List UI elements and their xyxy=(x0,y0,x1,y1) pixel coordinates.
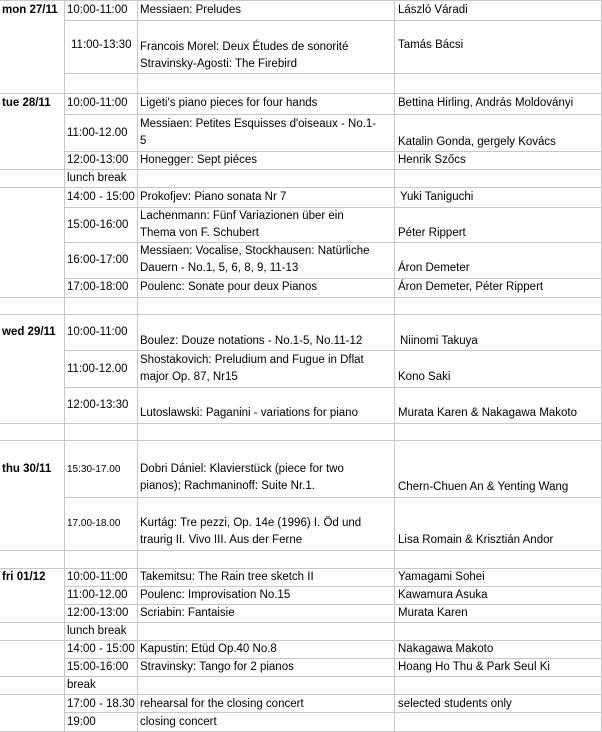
day-label: wed 29/11 xyxy=(2,326,56,338)
grid-line xyxy=(0,694,602,695)
time-cell: 14:00 - 15:00 xyxy=(67,643,135,655)
piece-cell: Thema von F. Schubert xyxy=(140,227,259,239)
break-label: break xyxy=(67,679,96,691)
piece-cell: Francois Morel: Deux Études de sonorité xyxy=(140,41,349,53)
piece-cell: Scriabin: Fantaisie xyxy=(140,607,235,619)
grid-line xyxy=(64,151,602,152)
grid-line xyxy=(64,278,602,279)
performer-cell: Bettina Hirling, András Moldoványi xyxy=(398,97,574,109)
piece-cell: Takemitsu: The Rain tree sketch II xyxy=(140,571,314,583)
grid-line xyxy=(64,73,602,74)
time-cell: 17:00-18:00 xyxy=(67,281,129,293)
performer-cell: Hoang Ho Thu & Park Seul Ki xyxy=(398,661,550,673)
grid-line xyxy=(0,0,602,1)
time-cell: 11:00-13:30 xyxy=(71,39,132,51)
performer-cell: Lisa Romain & Krisztián Andor xyxy=(398,534,554,546)
time-cell: 17.00-18.00 xyxy=(67,518,121,529)
piece-cell: Shostakovich: Preludium and Fugue in Dflat xyxy=(140,354,364,366)
grid-line xyxy=(0,169,602,170)
piece-cell: Stravinsky-Agosti: The Firebird xyxy=(140,58,298,70)
time-cell: 10:00-11:00 xyxy=(67,97,128,109)
piece-cell: Lachenmann: Fünf Variazionen über ein xyxy=(140,210,344,222)
time-cell: 10:00-11:00 xyxy=(67,571,128,583)
time-cell: 19:00 xyxy=(67,716,96,728)
time-cell: 10:00-11:00 xyxy=(67,4,128,16)
performer-cell: Niinomi Takuya xyxy=(400,335,478,347)
time-cell: 10:00-11:00 xyxy=(67,326,128,338)
performer-cell: László Váradi xyxy=(398,4,468,16)
grid-line xyxy=(0,187,602,188)
time-cell: 11:00-12.00 xyxy=(67,127,128,139)
grid-line xyxy=(64,242,602,243)
day-label: thu 30/11 xyxy=(2,463,52,475)
grid-line xyxy=(0,622,602,623)
piece-cell: major Op. 87, Nr15 xyxy=(140,371,238,383)
performer-cell: Yamagami Sohei xyxy=(398,571,485,583)
piece-cell: Poulenc: Improvisation No.15 xyxy=(140,589,291,601)
grid-line xyxy=(0,297,602,298)
piece-cell: pianos); Rachmaninoff: Suite Nr.1. xyxy=(140,480,315,492)
time-cell: 12:00-13:30 xyxy=(67,399,129,411)
piece-cell: Lutoslawski: Paganini - variations for piano xyxy=(140,407,358,419)
grid-line xyxy=(64,114,602,115)
piece-cell: Dobri Dániel: Klavierstück (piece for two xyxy=(140,463,344,475)
grid-line xyxy=(64,350,602,351)
day-label: mon 27/11 xyxy=(2,4,58,16)
performer-cell: Nakagawa Makoto xyxy=(398,643,494,655)
grid-line xyxy=(64,586,602,587)
time-cell: 11:00-12.00 xyxy=(67,589,128,601)
piece-cell: traurig II. Vivo III. Aus der Ferne xyxy=(140,534,303,546)
grid-line xyxy=(64,20,602,21)
performer-cell: Kawamura Asuka xyxy=(398,589,488,601)
piece-cell: Prokofjev: Piano sonata Nr 7 xyxy=(140,191,287,203)
performer-cell: Áron Demeter, Péter Rippert xyxy=(398,281,544,293)
piece-cell: closing concert xyxy=(140,716,217,728)
performer-cell: Yuki Taniguchi xyxy=(400,191,474,203)
performer-cell: Chern-Chuen An & Yenting Wang xyxy=(398,481,569,493)
performer-cell: Murata Karen & Nakagawa Makoto xyxy=(398,407,577,419)
performer-cell: Áron Demeter xyxy=(398,262,470,274)
grid-line xyxy=(0,440,602,441)
piece-cell: Stravinsky: Tango for 2 pianos xyxy=(140,661,294,673)
performer-cell: Murata Karen xyxy=(398,607,468,619)
day-label: fri 01/12 xyxy=(2,571,46,583)
grid-line xyxy=(64,604,602,605)
time-cell: 12:00-13:00 xyxy=(67,154,129,166)
piece-cell: Kurtág: Tre pezzi, Op. 14e (1996) I. Öd und xyxy=(140,517,362,529)
grid-line xyxy=(64,497,602,498)
performer-cell: Péter Rippert xyxy=(398,227,466,239)
piece-cell: Messiaen: Vocalise, Stockhausen: Natürliche xyxy=(140,245,370,257)
performer-cell: Tamás Bácsi xyxy=(398,39,464,51)
time-cell: 16:00-17:00 xyxy=(67,254,129,266)
grid-line xyxy=(64,207,602,208)
grid-line xyxy=(0,640,602,641)
time-cell: 14:00 - 15:00 xyxy=(67,191,135,203)
piece-cell: Messiaen: Petites Esquisses d'oiseaux - No.1- xyxy=(140,118,377,130)
lunch-break-label: lunch break xyxy=(67,172,127,184)
performer-cell: Kono Saki xyxy=(398,371,451,383)
grid-line xyxy=(64,387,602,388)
performer-cell: selected students only xyxy=(398,698,512,710)
grid-line xyxy=(64,658,602,659)
piece-cell: Dauern - No.1, 5, 6, 8, 9, 11-13 xyxy=(140,262,299,274)
piece-cell: Poulenc: Sonate pour deux Pianos xyxy=(140,281,318,293)
grid-line xyxy=(0,676,602,677)
piece-cell: Ligeti's piano pieces for four hands xyxy=(140,97,318,109)
performer-cell: Katalin Gonda, gergely Kovács xyxy=(398,136,556,148)
time-cell: 15:00-16:00 xyxy=(67,661,129,673)
grid-line xyxy=(0,423,602,424)
time-cell: 15:30-17.00 xyxy=(67,464,121,475)
piece-cell: 5 xyxy=(140,135,147,147)
time-cell: 17:00 - 18.30 xyxy=(67,698,135,710)
time-cell: 12:00-13:00 xyxy=(67,607,129,619)
day-label: tue 28/11 xyxy=(2,97,51,109)
piece-cell: Kapustin: Etüd Op.40 No.8 xyxy=(140,643,277,655)
piece-cell: Boulez: Douze notations - No.1-5, No.11-12 xyxy=(140,335,363,347)
grid-line xyxy=(0,314,602,315)
lunch-break-label: lunch break xyxy=(67,625,127,637)
piece-cell: Messiaen: Preludes xyxy=(140,4,241,16)
piece-cell: rehearsal for the closing concert xyxy=(140,698,304,710)
grid-line xyxy=(0,568,602,569)
grid-line xyxy=(0,93,602,94)
time-cell: 11:00-12.00 xyxy=(67,363,128,375)
grid-line xyxy=(64,712,602,713)
performer-cell: Henrik Szőcs xyxy=(398,154,466,166)
piece-cell: Honegger: Sept piéces xyxy=(140,154,257,166)
time-cell: 15:00-16:00 xyxy=(67,219,129,231)
grid-line xyxy=(0,550,602,551)
